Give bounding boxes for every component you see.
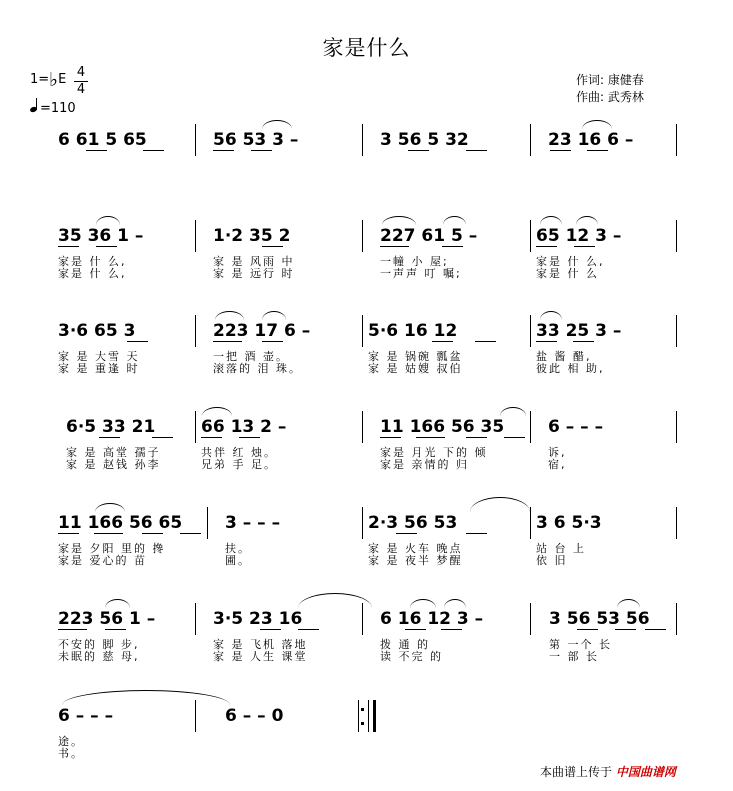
lyric-verse-2: 家 是 赵钱 孙李: [66, 458, 161, 471]
beam: [99, 437, 120, 438]
beam: [58, 629, 87, 630]
measure: 227 61 5 –: [380, 226, 478, 246]
measure: 35 36 1 –: [58, 226, 144, 246]
barline: [195, 411, 196, 443]
lyricist-credit: 作词: 康健春: [576, 73, 644, 87]
barline: [195, 315, 196, 347]
measure: 66 13 2 –: [201, 417, 287, 437]
beam: [213, 150, 234, 151]
barline: [530, 411, 531, 443]
lyric-verse-1: 不安的 脚 步,: [58, 638, 140, 651]
barline: [362, 124, 363, 156]
beam: [536, 246, 557, 247]
slur: [262, 311, 286, 320]
lyric-verse-2: 未眠的 慈 母,: [58, 650, 140, 663]
key-prefix: 1=: [30, 72, 50, 87]
barline: [195, 220, 196, 252]
lyric-verse-2: 家 是 重逢 时: [58, 362, 140, 375]
lyric-verse-1: 一把 酒 壶。: [213, 350, 289, 363]
measure: 2·3 56 53: [368, 513, 458, 533]
slur: [617, 599, 640, 608]
beam: [105, 629, 126, 630]
barline: [676, 411, 677, 443]
footer: [540, 763, 676, 780]
slur: [215, 311, 244, 320]
lyric-verse-2: 宿,: [548, 458, 567, 471]
lyric-verse-1: 家 是 飞机 落地: [213, 638, 308, 651]
barline: [676, 124, 677, 156]
beam: [396, 533, 417, 534]
lyric-verse-1: 家 是 火车 晚点: [368, 542, 463, 555]
beam: [574, 246, 595, 247]
lyric-verse-2: 家 是 远行 时: [213, 267, 295, 280]
measure: 65 12 3 –: [536, 226, 622, 246]
lyric-verse-1: 拨 通 的: [380, 638, 430, 651]
beam: [645, 629, 666, 630]
barline: [530, 603, 531, 635]
lyric-verse-2: 兄弟 手 足。: [201, 458, 277, 471]
measure: 23 16 6 –: [548, 130, 634, 150]
lyric-verse-2: 滚落的 泪 珠。: [213, 362, 302, 375]
lyric-verse-1: 家 是 大雪 天: [58, 350, 140, 363]
time-signature: [74, 66, 88, 97]
lyric-verse-1: 站 台 上: [536, 542, 586, 555]
beam: [298, 629, 319, 630]
lyric-verse-2: 家 是 人生 课堂: [213, 650, 308, 663]
measure: 3·5 23 16: [213, 609, 303, 629]
beam: [577, 629, 598, 630]
beam: [536, 341, 557, 342]
beam: [573, 341, 594, 342]
measure: 6 – – –: [58, 706, 114, 726]
beam: [262, 341, 283, 342]
beam: [239, 437, 260, 438]
measure: 56 53 3 –: [213, 130, 299, 150]
barline: [530, 507, 531, 539]
slur: [382, 216, 416, 225]
beam: [408, 150, 429, 151]
slur: [105, 599, 130, 608]
beam: [466, 150, 487, 151]
measure: 1·2 35 2: [213, 226, 291, 246]
measure: 33 25 3 –: [536, 321, 622, 341]
slur: [96, 216, 120, 225]
measure: 3 56 53 56: [549, 609, 650, 629]
lyric-verse-1: 盐 酱 醋,: [536, 350, 592, 363]
measure: 6 61 5 65: [58, 130, 147, 150]
lyric-verse-2: 依 旧: [536, 554, 568, 567]
barline: [676, 220, 677, 252]
flat-symbol-icon: ♭: [49, 69, 59, 91]
lyric-verse-2: 家 是 姑嫂 叔伯: [368, 362, 463, 375]
beam: [262, 246, 283, 247]
slur: [202, 407, 232, 416]
beam: [143, 150, 164, 151]
site-logo: 中国曲谱网: [615, 765, 676, 779]
beam: [466, 437, 487, 438]
tempo-marking: [30, 98, 76, 116]
beam: [615, 629, 636, 630]
measure: 6 16 12 3 –: [380, 609, 484, 629]
beam: [416, 437, 445, 438]
slur: [576, 216, 598, 225]
lyric-verse-2: 一 部 长: [549, 650, 599, 663]
lyric-verse-2: 家 是 夜半 梦醒: [368, 554, 463, 567]
barline: [530, 124, 531, 156]
lyric-verse-1: 家是 什 么,: [58, 255, 127, 268]
lyric-verse-1: 扶。: [225, 542, 251, 555]
measure: 6 – – 0: [225, 706, 284, 726]
barline: [676, 315, 677, 347]
lyric-verse-1: 共伴 红 烛。: [201, 446, 277, 459]
barline: [362, 507, 363, 539]
beam: [587, 150, 608, 151]
lyric-verse-2: 彼此 相 助,: [536, 362, 605, 375]
measure: 223 56 1 –: [58, 609, 156, 629]
lyric-verse-1: 家是 什 么,: [536, 255, 605, 268]
slur: [582, 120, 612, 129]
beam: [94, 533, 123, 534]
barline: [676, 603, 677, 635]
lyric-verse-2: 圃。: [225, 554, 251, 567]
slur: [540, 311, 562, 320]
lyric-verse-1: 家 是 锅碗 瓢盆: [368, 350, 463, 363]
lyric-verse-2: 读 不完 的: [380, 650, 443, 663]
beam: [550, 150, 571, 151]
slur: [500, 407, 526, 416]
slur: [540, 216, 562, 225]
measure: 3 6 5·3: [536, 513, 602, 533]
barline: [207, 507, 208, 539]
slur: [443, 216, 466, 225]
beam: [260, 629, 281, 630]
beam: [441, 629, 462, 630]
beam: [58, 533, 79, 534]
beam: [380, 246, 409, 247]
beam: [432, 341, 453, 342]
lyric-verse-1: 家是 月光 下的 倾: [380, 446, 488, 459]
slur: [410, 599, 436, 608]
meter-bottom: 4: [76, 82, 86, 97]
beam: [152, 437, 173, 438]
barline: [358, 700, 359, 732]
barline: [195, 124, 196, 156]
tempo-value: =110: [40, 101, 76, 116]
lyric-verse-2: 家是 什 么,: [58, 267, 127, 280]
measure: 6 – – –: [548, 417, 604, 437]
key-letter: E: [58, 72, 67, 87]
quarter-note-icon: [30, 98, 40, 112]
measure: 5·6 16 12: [368, 321, 458, 341]
slur: [298, 593, 372, 608]
slur: [62, 690, 230, 705]
barline: [530, 220, 531, 252]
slur: [262, 120, 292, 129]
beam: [251, 150, 272, 151]
measure: 11 166 56 65: [58, 513, 183, 533]
beam: [405, 629, 426, 630]
measure: 3·6 65 3: [58, 321, 136, 341]
footer-text: 本曲谱上传于: [540, 765, 613, 779]
barline: [362, 220, 363, 252]
measure: 3 – – –: [225, 513, 281, 533]
slur: [95, 503, 125, 512]
barline: [530, 315, 531, 347]
beam: [96, 246, 117, 247]
beam: [213, 341, 242, 342]
barline: [676, 507, 677, 539]
song-title: 家是什么: [322, 36, 411, 60]
barline: [362, 411, 363, 443]
beam: [142, 533, 163, 534]
lyric-verse-1: 家 是 高堂 孺子: [66, 446, 161, 459]
lyric-verse-2: 书。: [58, 747, 84, 760]
final-barline: [373, 700, 376, 732]
barline: [362, 315, 363, 347]
composer-credit: 作曲: 武秀林: [576, 90, 644, 104]
lyric-verse-1: 第 一个 长: [549, 638, 612, 651]
beam: [127, 341, 148, 342]
measure: 223 17 6 –: [213, 321, 311, 341]
beam: [504, 437, 525, 438]
beam: [201, 437, 222, 438]
lyric-verse-1: 家 是 风雨 中: [213, 255, 295, 268]
beam: [380, 437, 401, 438]
measure: 3 56 5 32: [380, 130, 469, 150]
slur: [470, 497, 530, 512]
lyric-verse-2: 家是 亲情的 归: [380, 458, 469, 471]
beam: [466, 533, 487, 534]
lyric-verse-2: 家是 什 么: [536, 267, 599, 280]
measure: 6·5 33 21: [66, 417, 156, 437]
repeat-dot: [361, 708, 364, 711]
repeat-dot: [361, 722, 364, 725]
lyric-verse-2: 一声声 叮 嘱;: [380, 267, 462, 280]
meter-top: 4: [76, 65, 86, 80]
beam: [442, 246, 463, 247]
beam: [180, 533, 201, 534]
beam: [58, 246, 79, 247]
measure: 11 166 56 35: [380, 417, 505, 437]
lyric-verse-2: 家是 爱心的 苗: [58, 554, 147, 567]
beam: [475, 341, 496, 342]
key-signature: [30, 66, 67, 91]
lyric-verse-1: 一幢 小 屋;: [380, 255, 449, 268]
credits: [576, 72, 644, 106]
beam: [86, 150, 107, 151]
lyric-verse-1: 途。: [58, 735, 84, 748]
barline: [195, 603, 196, 635]
lyric-verse-1: 家是 夕阳 里的 搀: [58, 542, 166, 555]
lyric-verse-1: 诉,: [548, 446, 567, 459]
slur: [444, 599, 466, 608]
final-barline: [368, 700, 369, 732]
